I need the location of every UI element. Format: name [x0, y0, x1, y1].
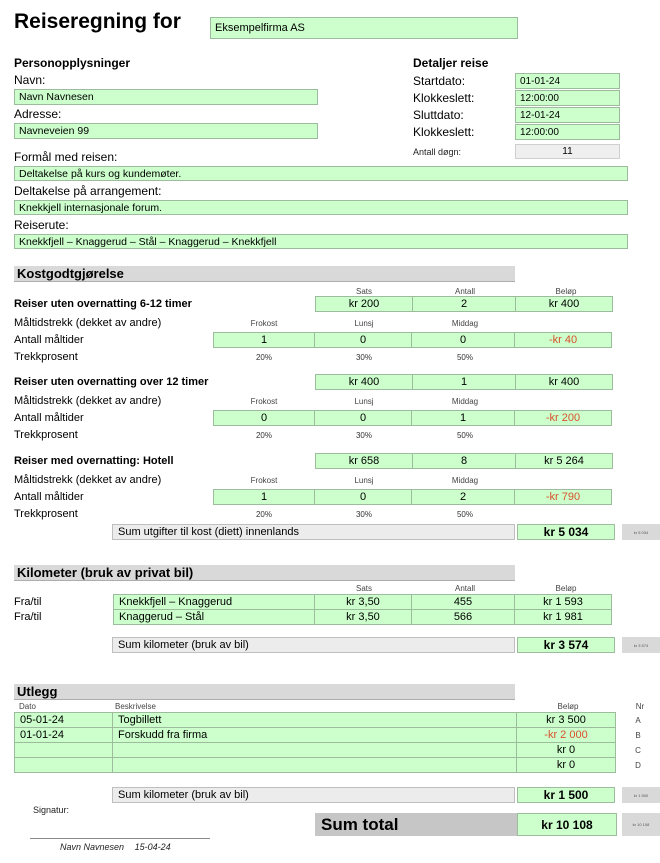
frokost-count-cell[interactable]: 1	[213, 332, 315, 348]
allowance-block-title-row	[14, 374, 660, 390]
company-field[interactable]: Eksempelfirma AS	[210, 17, 518, 39]
total-value: kr 10 108	[517, 813, 617, 836]
middag-percent: 50%	[456, 352, 473, 362]
middag-count-cell[interactable]: 2	[411, 489, 515, 505]
middag-header: Middag	[451, 318, 479, 328]
dato-cell[interactable]: 05-01-24	[14, 712, 113, 728]
route-label: Reiserute:	[14, 218, 69, 232]
starttime-field[interactable]: 12:00:00	[515, 90, 620, 106]
sats-cell[interactable]: kr 400	[315, 374, 413, 390]
belop-header: Beløp	[557, 702, 579, 711]
allowance-block-title-row	[14, 296, 660, 312]
address-label: Adresse:	[14, 107, 62, 121]
allowance-sum-label: Sum utgifter til kost (diett) innenlands	[112, 524, 515, 540]
block-title: Reiser uten overnatting 6-12 timer	[14, 298, 192, 310]
beskrivelse-cell[interactable]: Forskudd fra firma	[112, 727, 517, 743]
lunsj-header: Lunsj	[354, 396, 374, 406]
kilometer-sum-row	[112, 637, 660, 653]
trip-detail-row	[413, 107, 653, 123]
antall-header: Antall	[454, 287, 475, 296]
total-mini: kr 10 108	[622, 813, 660, 836]
frokost-header: Frokost	[250, 475, 278, 485]
meals-label: Antall måltider	[14, 491, 84, 503]
starttime-label: Klokkeslett:	[413, 91, 475, 105]
lunsj-count-cell[interactable]: 0	[314, 410, 412, 426]
frokost-percent: 20%	[255, 430, 272, 440]
lunsj-percent: 30%	[355, 352, 372, 362]
middag-count-cell[interactable]: 1	[411, 410, 515, 426]
beskrivelse-cell[interactable]	[112, 757, 517, 773]
deduction-cell: -kr 200	[514, 410, 612, 426]
middag-header: Middag	[451, 396, 479, 406]
route-cell[interactable]: Knekkfjell – Knaggerud	[113, 594, 315, 610]
allowance-sum-row	[112, 524, 660, 540]
beskrivelse-cell[interactable]: Togbillett	[112, 712, 517, 728]
endtime-field[interactable]: 12:00:00	[515, 124, 620, 140]
expenses-sum-row	[112, 787, 660, 803]
kilometer-sum-label: Sum kilometer (bruk av bil)	[112, 637, 515, 653]
total-label: Sum total	[315, 813, 517, 836]
belop-cell: kr 5 264	[515, 453, 613, 469]
dato-header: Dato	[19, 702, 36, 711]
belop-cell[interactable]: kr 0	[516, 757, 616, 773]
frokost-count-cell[interactable]: 1	[213, 489, 315, 505]
frokost-percent: 20%	[255, 509, 272, 519]
percent-label: Trekkprosent	[14, 351, 78, 363]
antall-cell[interactable]: 455	[411, 594, 515, 610]
deduction-cell: -kr 40	[514, 332, 612, 348]
belop-header: Beløp	[555, 287, 577, 296]
kilometer-row	[14, 594, 660, 610]
beskrivelse-header: Beskrivelse	[115, 702, 156, 711]
event-label: Deltakelse på arrangement:	[14, 184, 162, 198]
trip-detail-row	[413, 90, 653, 106]
beskrivelse-cell[interactable]	[112, 742, 517, 758]
nr-value: D	[635, 760, 641, 770]
percent-label: Trekkprosent	[14, 429, 78, 441]
signature-line[interactable]	[30, 838, 210, 839]
name-label: Navn:	[14, 73, 46, 87]
allowance-heading: Kostgodtgjørelse	[14, 266, 515, 282]
expense-row	[14, 742, 660, 758]
signature-date: 15-04-24	[134, 842, 171, 852]
fratil-label: Fra/til	[14, 611, 42, 623]
meal-header-row	[14, 317, 660, 329]
expenses-sum-mini: kr 1 500	[622, 787, 660, 803]
sats-cell[interactable]: kr 200	[315, 296, 413, 312]
purpose-field[interactable]: Deltakelse på kurs og kundemøter.	[14, 166, 628, 181]
meals-label: Antall måltider	[14, 412, 84, 424]
kilometer-column-headers	[315, 584, 660, 593]
middag-percent: 50%	[456, 509, 473, 519]
personal-heading: Personopplysninger	[14, 56, 131, 70]
meal-count-row	[14, 410, 660, 426]
allowance-section	[0, 266, 660, 540]
block-title: Reiser uten overnatting over 12 timer	[14, 376, 209, 388]
belop-cell: kr 400	[515, 296, 613, 312]
lunsj-header: Lunsj	[354, 318, 374, 328]
expense-row	[14, 712, 660, 728]
allowance-block-title-row	[14, 453, 660, 469]
signature-text	[60, 842, 171, 852]
sats-header: Sats	[355, 584, 372, 593]
percent-row	[14, 351, 660, 363]
purpose-section	[14, 150, 634, 249]
frokost-header: Frokost	[250, 318, 278, 328]
lunsj-count-cell[interactable]: 0	[314, 489, 412, 505]
frokost-header: Frokost	[250, 396, 278, 406]
kilometer-row	[14, 609, 660, 625]
allowance-sum-mini: kr 5 034	[622, 524, 660, 540]
expenses-sum-value: kr 1 500	[517, 787, 615, 803]
meal-row-label: Måltidstrekk (dekket av andre)	[14, 395, 162, 407]
frokost-percent: 20%	[255, 352, 272, 362]
expenses-heading: Utlegg	[14, 684, 515, 700]
nr-value: A	[635, 715, 641, 725]
allowance-sum-value: kr 5 034	[517, 524, 615, 540]
event-field[interactable]: Knekkjell internasjonale forum.	[14, 200, 628, 215]
percent-label: Trekkprosent	[14, 508, 78, 520]
personal-section	[14, 56, 334, 139]
sats-cell[interactable]: kr 3,50	[314, 594, 412, 610]
days-label: Antall døgn:	[413, 146, 462, 157]
address-field[interactable]: Navneveien 99	[14, 123, 318, 139]
name-field[interactable]: Navn Navnesen	[14, 89, 318, 105]
expense-row	[14, 727, 660, 743]
block-title: Reiser med overnatting: Hotell	[14, 455, 174, 467]
antall-cell[interactable]: 8	[412, 453, 516, 469]
frokost-count-cell[interactable]: 0	[213, 410, 315, 426]
sats-header: Sats	[355, 287, 372, 296]
percent-row	[14, 508, 660, 520]
belop-cell: kr 1 981	[514, 609, 612, 625]
kilometer-sum-value: kr 3 574	[517, 637, 615, 653]
sats-cell[interactable]: kr 658	[315, 453, 413, 469]
middag-count-cell[interactable]: 0	[411, 332, 515, 348]
expenses-sum-label: Sum kilometer (bruk av bil)	[112, 787, 515, 803]
percent-row	[14, 429, 660, 441]
belop-cell: kr 400	[515, 374, 613, 390]
meal-header-row	[14, 395, 660, 407]
startdate-label: Startdato:	[413, 74, 466, 88]
belop-header: Beløp	[555, 584, 577, 593]
kilometer-section	[0, 565, 660, 653]
endtime-label: Klokkeslett:	[413, 125, 475, 139]
sats-cell[interactable]: kr 3,50	[314, 609, 412, 625]
purpose-label: Formål med reisen:	[14, 150, 118, 164]
allowance-column-headers	[315, 287, 660, 296]
meal-header-row	[14, 474, 660, 486]
lunsj-percent: 30%	[355, 509, 372, 519]
enddate-field[interactable]: 12-01-24	[515, 107, 620, 123]
expenses-column-headers	[14, 702, 660, 711]
signature-name: Navn Navnesen	[60, 842, 125, 852]
belop-cell[interactable]: -kr 2 000	[516, 727, 616, 743]
days-value: 11	[515, 144, 620, 159]
meal-row-label: Måltidstrekk (dekket av andre)	[14, 317, 162, 329]
middag-percent: 50%	[456, 430, 473, 440]
belop-cell[interactable]: kr 0	[516, 742, 616, 758]
route-cell[interactable]: Knaggerud – Stål	[113, 609, 315, 625]
trip-detail-row	[413, 124, 653, 140]
enddate-label: Sluttdato:	[413, 108, 464, 122]
footer-section	[0, 787, 660, 863]
trip-details-section	[413, 56, 653, 159]
antall-cell[interactable]: 2	[412, 296, 516, 312]
nr-value: B	[635, 730, 641, 740]
lunsj-count-cell[interactable]: 0	[314, 332, 412, 348]
startdate-field[interactable]: 01-01-24	[515, 73, 620, 89]
belop-cell[interactable]: kr 3 500	[516, 712, 616, 728]
expenses-section	[0, 684, 660, 773]
middag-header: Middag	[451, 475, 479, 485]
fratil-label: Fra/til	[14, 596, 42, 608]
antall-cell[interactable]: 566	[411, 609, 515, 625]
nr-value: C	[635, 745, 641, 755]
lunsj-percent: 30%	[355, 430, 372, 440]
kilometer-sum-mini: kr 3 574	[622, 637, 660, 653]
lunsj-header: Lunsj	[354, 475, 374, 485]
kilometer-heading: Kilometer (bruk av privat bil)	[14, 565, 515, 581]
deduction-cell: -kr 790	[514, 489, 612, 505]
meal-count-row	[14, 489, 660, 505]
meals-label: Antall måltider	[14, 334, 84, 346]
dato-cell[interactable]	[14, 757, 113, 773]
expense-row	[14, 757, 660, 773]
page-title: Reiseregning for	[14, 10, 181, 33]
nr-header: Nr	[635, 702, 645, 711]
dato-cell[interactable]	[14, 742, 113, 758]
meal-count-row	[14, 332, 660, 348]
route-field[interactable]: Knekkfjell – Knaggerud – Stål – Knaggerud – Knekkfjell	[14, 234, 628, 249]
trip-detail-row	[413, 73, 653, 89]
signature-label: Signatur:	[33, 805, 70, 815]
dato-cell[interactable]: 01-01-24	[14, 727, 113, 743]
belop-cell: kr 1 593	[514, 594, 612, 610]
trip-details-heading: Detaljer reise	[413, 56, 489, 70]
meal-row-label: Måltidstrekk (dekket av andre)	[14, 474, 162, 486]
antall-header: Antall	[454, 584, 475, 593]
antall-cell[interactable]: 1	[412, 374, 516, 390]
